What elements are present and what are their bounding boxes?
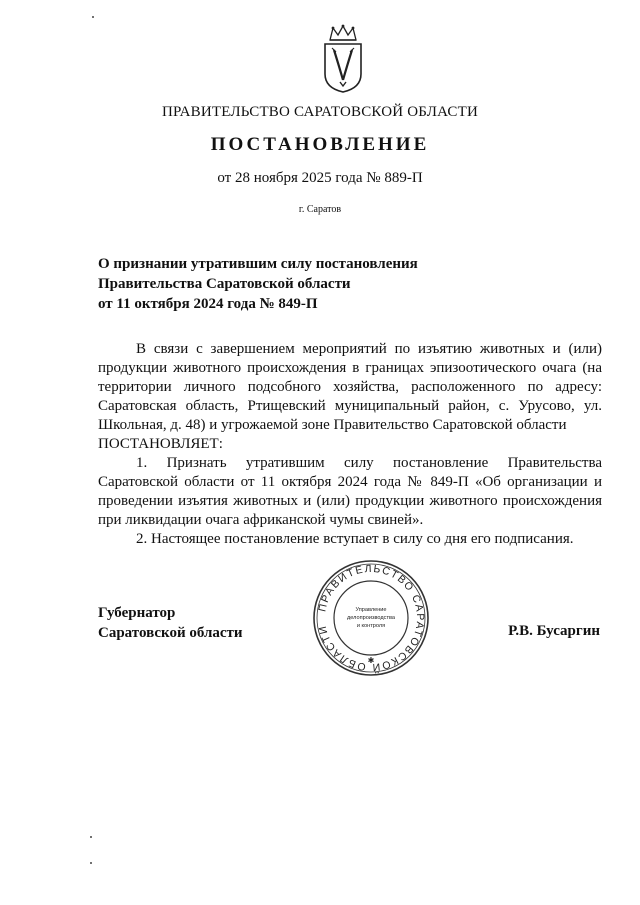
scan-speck [90,862,92,864]
item-1-paragraph: 1. Признать утратившим силу постановление Правительства Саратовской области от 11 октября 2024 года № 849-П «Об организации и проведении изъятия животных и (или) продукции животного происхождения при ликвидации очага африканской чумы свиней». [98,455,602,528]
subject-line: О признании утратившим силу постановления [98,256,418,272]
signatory-title-line: Саратовской области [98,625,243,641]
seal-center-line: Управление [355,607,387,613]
seal-star-icon: ✱ [367,656,375,665]
scan-speck [92,16,94,18]
document-date-number: от 28 ноября 2025 года № 889-П [217,170,423,186]
seal-ring-text: ПРАВИТЕЛЬСТВО САРАТОВСКОЙ ОБЛАСТИ [316,562,427,674]
coat-of-arms-icon [322,24,364,94]
preamble-paragraph: В связи с завершением мероприятий по изъятию животных и (или) продукции животного происхождения в границах эпизоотического очага (на территории личного подсобного хозяйства, расположенного по адресу: Саратовская область, Ртищевский муниципальный район, с. Урусово, ул. Школьная, д. 48) и угрожаемой зоне Правительство Саратовской области [98,341,602,433]
signatory-title [98,603,243,643]
seal-center-line: делопроизводства [346,615,396,621]
scan-speck [90,836,92,838]
document-subject [98,254,518,314]
signatory-name: Р.В. Бусаргин [508,623,600,639]
document-city: г. Саратов [298,204,342,215]
organization-title: ПРАВИТЕЛЬСТВО САРАТОВСКОЙ ОБЛАСТИ [161,104,479,120]
item-2-paragraph: 2. Настоящее постановление вступает в силу со дня его подписания. [136,531,574,547]
official-seal [312,559,430,677]
subject-line: от 11 октября 2024 года № 849-П [98,296,318,312]
resolves-word: ПОСТАНОВЛЯЕТ: [98,436,223,452]
document-body [98,340,602,549]
subject-line: Правительства Саратовской области [98,276,351,292]
seal-center-line: и контроля [356,623,386,629]
document-type: ПОСТАНОВЛЕНИЕ [210,134,430,155]
signatory-title-line: Губернатор [98,605,176,621]
